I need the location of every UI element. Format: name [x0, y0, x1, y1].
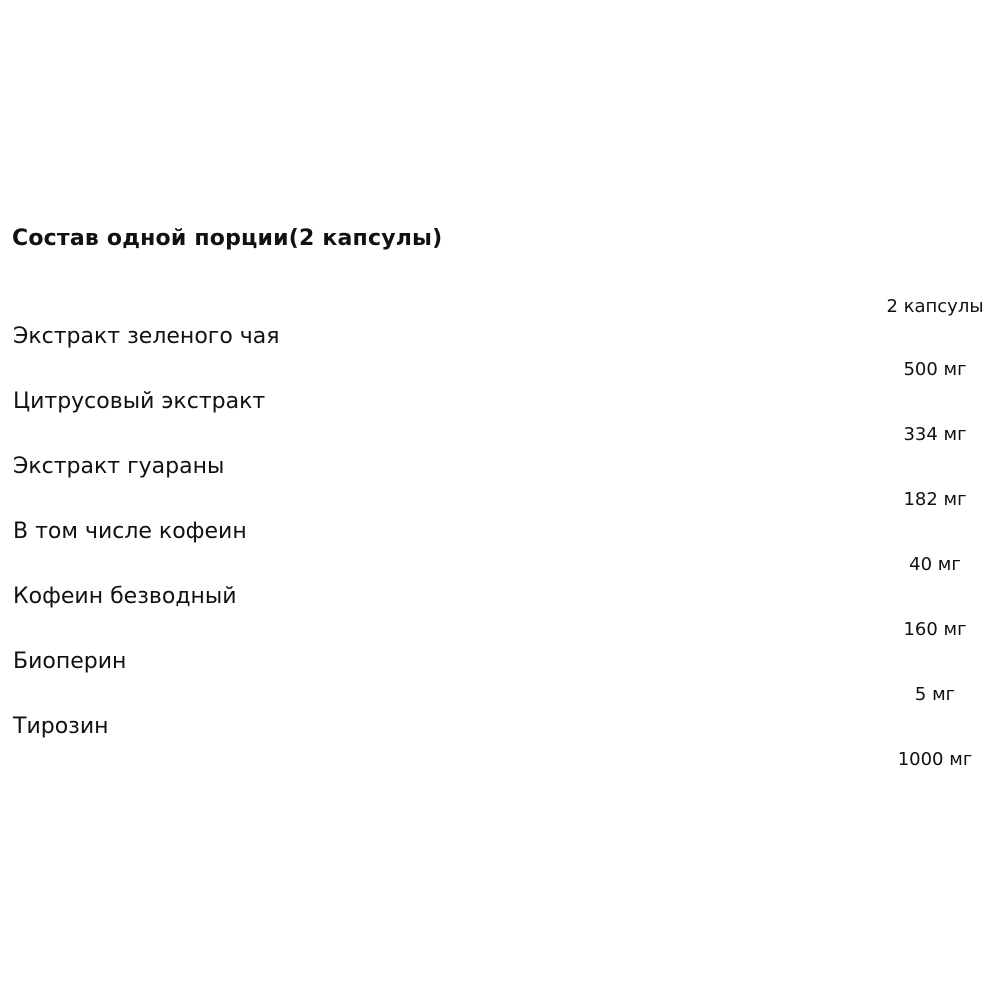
ingredient-amount: 500 мг: [903, 359, 967, 380]
table-row: [0, 584, 1000, 649]
page-title: Состав одной порции(2 капсулы): [12, 226, 443, 251]
ingredient-name: В том числе кофеин: [13, 519, 247, 544]
ingredients-table: [0, 324, 1000, 779]
ingredient-name: Кофеин безводный: [13, 584, 237, 609]
ingredient-amount: 40 мг: [909, 554, 961, 575]
table-row: [0, 519, 1000, 584]
table-row: [0, 454, 1000, 519]
table-row: [0, 389, 1000, 454]
serving-column-header: 2 капсулы: [886, 296, 984, 317]
ingredient-amount: 160 мг: [903, 619, 967, 640]
table-row: [0, 649, 1000, 714]
ingredient-amount: 182 мг: [903, 489, 967, 510]
ingredient-amount: 5 мг: [914, 684, 956, 705]
ingredient-amount: 334 мг: [903, 424, 967, 445]
ingredient-name: Биоперин: [13, 649, 127, 674]
ingredient-name: Экстракт гуараны: [13, 454, 225, 479]
ingredient-name: Цитрусовый экстракт: [13, 389, 266, 414]
ingredient-name: Тирозин: [13, 714, 109, 739]
ingredient-amount: 1000 мг: [897, 749, 973, 770]
table-row: [0, 324, 1000, 389]
table-row: [0, 714, 1000, 779]
ingredient-name: Экстракт зеленого чая: [13, 324, 280, 349]
